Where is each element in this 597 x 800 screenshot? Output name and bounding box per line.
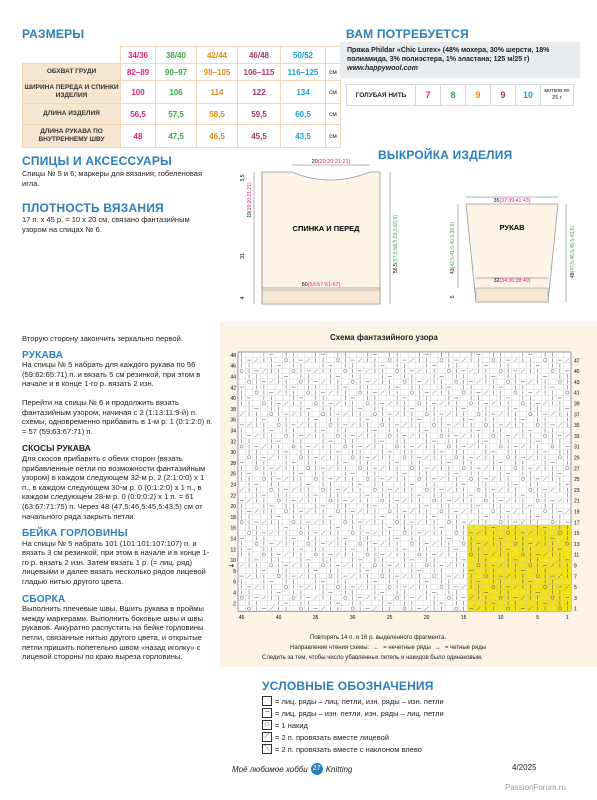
cell: 43,5 [281,125,326,148]
cell: 59,5 [238,104,281,125]
yarn-website[interactable]: www.happywool.com [347,65,418,72]
unit: см [326,81,341,104]
legend-text: = 2 п. провязать вместе лицевой [275,732,389,742]
row-label-left: 24 [230,482,236,489]
row-label-right: 13 [574,541,580,548]
legend-text: = лиц. ряды – изн. петли, изн. ряды – лиц. петли [275,708,444,718]
row-label-right: 29 [574,455,580,462]
col-label: 40 [275,615,282,622]
unit: см [326,125,341,148]
col-label: 30 [349,615,356,622]
unit: см [326,64,341,81]
body-label: СПИНКА И ПЕРЕД [292,224,360,233]
cell: 106–115 [238,64,281,81]
arrow-right-icon: → [434,645,441,651]
cell: 46,5 [197,125,238,148]
row-label-left: 4 [233,590,236,597]
row-label-left: 12 [230,547,236,554]
legend-item [262,695,582,707]
cell: 82–89 [121,64,156,81]
yarn-band [340,42,580,78]
cell: 100 [121,81,156,104]
row-label-right: 35 [574,423,580,430]
qty: 10 [516,85,541,106]
legend-item [262,731,582,743]
row-label-right: 43 [574,379,580,386]
col-label: 20 [423,615,430,622]
body-side-b: (57,5:58,5:59,5:60,5) [393,214,399,264]
needles-title: СПИЦЫ И АКСЕССУАРЫ [22,154,172,168]
cell: 58,5 [197,104,238,125]
body-top-b: (20:20:21:21) [317,159,351,165]
note2-label: Направление чтения схемы: [290,645,370,651]
sleeve-top-a: 35 [493,198,500,204]
col-label: 45 [238,615,245,622]
row-label-right: 47 [574,358,580,365]
sleeves-p1: На спицы № 5 набрать для каждого рукава по 56 (59:62:65:71) п. и вязать 5 см резинкой, при этом в начале и в конце 1-го р. вязать 2 изн. [22,360,201,389]
sleeve-left-b: (42,5:41,5:40,5:38,5) [450,222,456,269]
row-label-left: 34 [230,428,236,435]
note2a: = нечетные ряды [383,645,431,651]
size-col-3: 46/48 [238,47,281,64]
k2tog-icon: ⟋ [262,732,272,742]
qty: 8 [441,85,466,106]
row-label-right: 1 [574,606,577,613]
cell: 106 [156,81,197,104]
cell: 90–97 [156,64,197,81]
body-bottom-b: (53:57:61:67) [307,282,341,288]
sleeve-bottom-b: (34:36:38:40) [499,278,531,284]
materials-title: ВАМ ПОТРЕБУЕТСЯ [346,27,469,41]
row-label-sleeve: ДЛИНА РУКАВА ПО ВНУТРЕННЕМУ ШВУ [23,125,121,148]
note2b: = четные ряды [444,645,487,651]
row-label-left: 48 [230,352,236,359]
qty: 7 [416,85,441,106]
row-label-left: 16 [230,525,236,532]
cell: 48 [121,125,156,148]
row-label-left: 22 [230,493,236,500]
bevels-title: СКОСЫ РУКАВА [22,443,91,454]
body-left-bottom: 4 [240,296,246,300]
assembly-p: Выполнить плечевые швы. Вшить рукава в проймы между маркерами. Выполнить боковые швы и швы рукавов. Аккуратно распустить на бейке горловины петли, связанные нитью другого цвета, и открытые петли пришить попетельно швом «назад иголку» с лицевой стороны по краю выреза горловины. [22,604,204,662]
needles-text: Спицы № 5 и 6; маркеры для вязания; гобеленовая игла. [22,169,203,188]
row-label-chest: ОБХВАТ ГРУДИ [23,64,121,81]
knit-symbol-icon [262,696,272,706]
legend-item [262,707,582,719]
svg-text:48(47,5:46,5:45,5:43,5) [570,226,576,278]
row-label-right: 3 [574,595,577,602]
cell: 114 [197,81,238,104]
legend-text: = 2 п. провязать вместе с наклоном влево [275,744,422,754]
sleeve-right-b: (47,5:46,5:45,5:43,5) [570,226,576,273]
body-top-a: 20 [311,159,318,165]
neck-title: БЕЙКА ГОРЛОВИНЫ [22,528,128,540]
body-left-a: 19 [247,212,253,218]
row-label-right: 15 [574,531,580,538]
qty: 9 [466,85,491,106]
knitting-chart [220,346,597,636]
row-label-left: 42 [230,385,236,392]
cell: 98–105 [197,64,238,81]
row-label-right: 5 [574,585,577,592]
issue: 4/2025 [512,763,537,772]
ssk-icon: ⟍ [262,744,272,754]
neck-p: На спицы № 5 набрать 101 (101:101:107:107) п. и вязать 3 см резинкой, при этом в начале и в конце 1-го р. вязать 2 изн. Затем вязать 1 р. (= лиц. ряд) лицевыми и далее вязать несколько рядов лицевой гладью нитью другого цвета. [22,538,210,587]
svg-text:50(53:57:61:67) [302,282,341,288]
gauge-title: ПЛОТНОСТЬ ВЯЗАНИЯ [22,201,164,215]
row-label-right: 21 [574,498,580,505]
cell: 47,5 [156,125,197,148]
sleeves-title: РУКАВА [22,349,64,361]
row-label-left: 20 [230,504,236,511]
legend-text: = лиц. ряды – лиц. петли, изн. ряды – изн. петли [275,696,444,706]
row-label-right: 11 [574,552,580,559]
row-label-right: 33 [574,433,580,440]
col-label: 15 [460,615,467,622]
svg-text:43(42,5:41,5:40,5:38,5) [450,222,456,274]
row-label-right: 39 [574,401,580,408]
assembly-title: СБОРКА [22,593,66,605]
col-label: 1 [565,615,569,622]
magazine-name: Моё любимое хобби [232,764,308,774]
svg-text:19(19:20:21:21) [247,182,253,218]
legend-text: = 1 накид [275,720,308,730]
page-number: 27 [311,763,323,775]
sizes-table [22,46,341,148]
pattern-diagram [230,156,580,314]
size-col-1: 38/40 [156,47,197,64]
row-label-left: 14 [230,536,236,543]
row-label-left: 40 [230,396,236,403]
footer-magazine [232,763,352,775]
body-side-a: 56,5 [393,263,399,274]
cell: 134 [281,81,326,104]
row-label-left: 32 [230,439,236,446]
body-left-b: (19:20:21:21) [247,182,253,213]
chart-note-3: Следить за тем, чтобы число убавленных петель и накидов было одинаковым. [262,655,483,661]
body-left-top: 3,5 [240,174,246,182]
cell: 45,5 [238,125,281,148]
sleeves-p2: Перейти на спицы № 6 и продолжить вязать фантазийным узором, начиная с 2 (1:13:11:9-й) п. схемы, одновременно прибавить в 1-м р. 1 (0:1:2:0) п. = 57 (59:63:67:71) п. [22,397,213,436]
col-label: 25 [386,615,393,622]
row-label-left: 46 [230,363,236,370]
yarn-color-name: ГОЛУБАЯ НИТЬ [347,85,416,106]
sleeve-right-a: 48 [570,272,576,278]
row-label-left: 18 [230,514,236,521]
chart-note-2 [290,645,486,651]
sleeve-label: РУКАВ [499,223,525,232]
cell: 57,5 [156,104,197,125]
legend [262,695,582,755]
qty: 9 [491,85,516,106]
row-label-right: 17 [574,520,580,527]
legend-item [262,743,582,755]
row-label-right: 27 [574,466,580,473]
row-label-right: 37 [574,412,580,419]
start-arrow-icon: → [228,562,234,570]
sleeve-top-b: (37:39:41:43) [499,198,531,204]
yarn-unit: мотков по 25 г [541,85,574,106]
watermark: PassionForum.ru [505,783,566,792]
legend-item [262,719,582,731]
row-label-right: 9 [574,563,577,570]
bevels-p: Для скосов прибавить с обеих сторон (вязать прибавленные петли по возможности фантазийным узором) в каждом следующем 32-м р. 2 (2:1:0:0) x 1 п., в каждом следующем 30-м р. 0 (0:1:2:0) x 1 п., в каждом следующем 28-м р. 0 (0:0:0:2) x 1 п. = 61 (63:67:71:75) п. Через 48 (47,5:46,5:45,5:43,5) см от начального ряда закрыть петли. [22,453,206,521]
sizes-title: РАЗМЕРЫ [22,27,85,41]
yarn-over-icon: ○ [262,720,272,730]
size-col-2: 42/44 [197,47,238,64]
size-col-0: 34/36 [121,47,156,64]
body-left-mid: 31 [240,252,246,260]
chart-note-1: Повторять 14 п. и 16 р. выделенного фрагмента. [310,635,446,641]
yarn-table [346,84,574,106]
row-label-left: 8 [233,568,236,575]
row-label-left: 36 [230,417,236,424]
row-label-right: 19 [574,509,580,516]
row-label-left: 6 [233,579,236,586]
unit: см [326,104,341,125]
svg-text:20(20:20:21:21) [312,159,351,165]
sleeve-left-a: 43 [450,268,456,274]
pattern-diagram-title: ВЫКРОЙКА ИЗДЕЛИЯ [378,148,513,162]
row-label-left: 2 [233,601,236,608]
row-label-right: 41 [574,390,580,397]
svg-text:35(37:39:41:43) [494,198,531,204]
arrow-left-icon: ← [373,645,380,651]
row-label-length: ДЛИНА ИЗДЕЛИЯ [23,104,121,125]
body-bottom-a: 50 [301,282,308,288]
purl-symbol-icon: − [262,708,272,718]
svg-text:56,5(57,5:58,5:59,5:60,5) [393,215,399,274]
cell: 60,5 [281,104,326,125]
col-label: 35 [312,615,319,622]
gauge-text: 17 п. x 45 р. = 10 x 20 см, связано фантазийным узором на спицах № 6. [22,215,190,234]
row-label-right: 23 [574,487,580,494]
size-col-4: 50/52 [281,47,326,64]
text-column [22,334,214,662]
sleeve-bottom-a: 32 [493,278,500,284]
row-label-left: 30 [230,450,236,457]
row-label-left: 26 [230,471,236,478]
yarn-text: Пряжа Phildar «Chic Lurex» (48% мохера, 30% шерсти, 18% полиамида, 3% полиэстера, 1% эластана; 125 м/25 г) [347,47,550,63]
row-label-width: ШИРИНА ПЕРЕДА И СПИНКИ ИЗДЕЛИЯ [23,81,121,104]
row-label-right: 45 [574,369,580,376]
legend-title: УСЛОВНЫЕ ОБОЗНАЧЕНИЯ [262,679,434,693]
intro-text: Вторую сторону закончить зеркально первой. [22,334,183,343]
row-label-right: 7 [574,574,577,581]
section-name: Knitting [325,764,353,774]
svg-text:32(34:36:38:40) [494,278,531,284]
sleeve-piece [466,204,558,302]
col-label: 5 [536,615,540,622]
chart-title: Схема фантазийного узора [330,333,438,342]
row-label-left: 28 [230,460,236,467]
row-label-right: 25 [574,477,580,484]
row-label-left: 10 [230,558,236,565]
row-label-left: 44 [230,374,236,381]
row-label-right: 31 [574,444,580,451]
cell: 56,5 [121,104,156,125]
sleeve-left-bottom: 5 [450,295,456,299]
cell: 116–125 [281,64,326,81]
col-label: 10 [497,615,504,622]
row-label-left: 38 [230,406,236,413]
cell: 122 [238,81,281,104]
